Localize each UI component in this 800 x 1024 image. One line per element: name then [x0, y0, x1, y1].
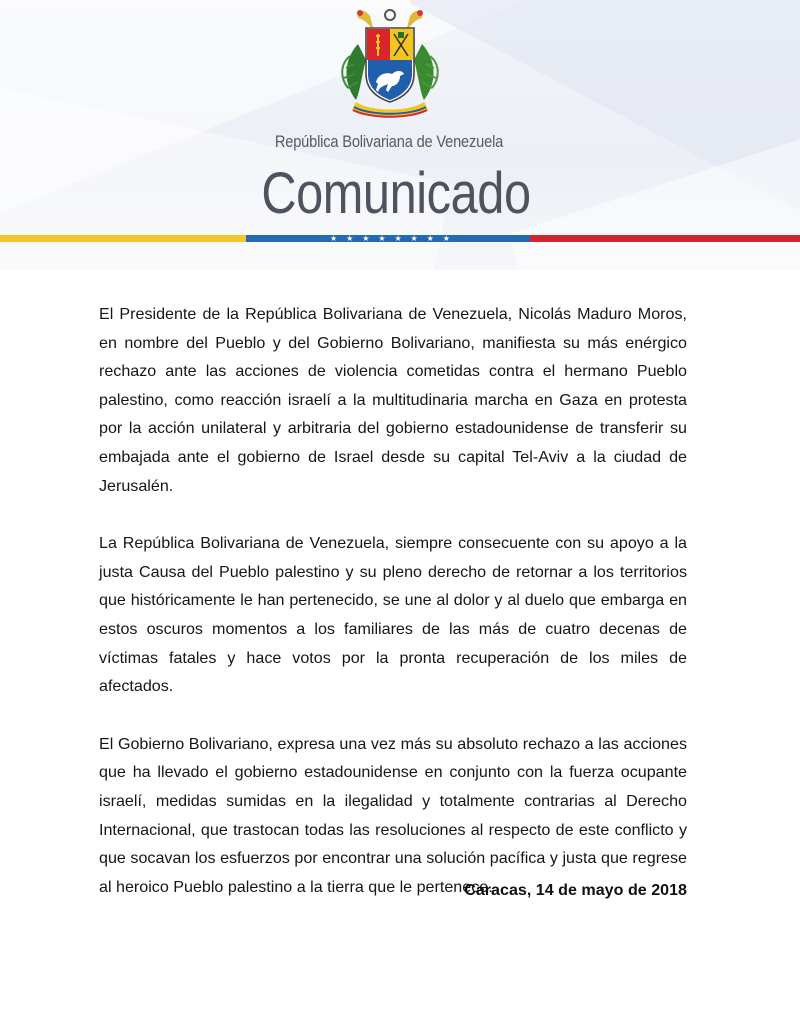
document-header — [0, 0, 800, 270]
page-title: Comunicado — [261, 161, 531, 226]
star-icon: ★ — [330, 234, 338, 243]
flag-stripe-red — [530, 235, 800, 242]
coat-of-arms-icon — [336, 4, 444, 122]
star-icon: ★ — [378, 234, 386, 243]
star-icon: ★ — [426, 234, 434, 243]
paragraph: El Presidente de la República Bolivariana de Venezuela, Nicolás Maduro Moros, en nombre del Pueblo y del Gobierno Bolivariano, manifiesta su más enérgico rechazo ante las acciones de violencia cometidas contra el hermano Pueblo palestino, como reacción israelí a la multitudinaria marcha en Gaza en protesta por la acción unilateral y arbitraria del gobierno estadounidense de transferir su embajada ante el gobierno de Israel desde su capital Tel-Aviv a la ciudad de Jerusalén. — [99, 305, 687, 495]
star-icon: ★ — [410, 234, 418, 243]
country-name: República Bolivariana de Venezuela — [274, 132, 504, 151]
paragraph: El Gobierno Bolivariano, expresa una vez más su absoluto rechazo a las acciones que ha llevado el gobierno estadounidense en conjunto con la fuerza ocupante israelí, medidas sumidas en la ilegalidad y totalmente contrarias al Derecho Internacional, que trastocan todas las resoluciones al respecto de este conflicto y que socavan los esfuerzos por encontrar una solución pacífica y justa que regrese al heroico Pueblo palestino a la tierra que le pertenece. — [99, 734, 687, 896]
signoff-date: Caracas, 14 de mayo de 2018 — [464, 881, 687, 899]
star-icon: ★ — [346, 234, 354, 243]
communique-body — [99, 300, 687, 930]
star-icon: ★ — [394, 234, 402, 243]
star-icon: ★ — [362, 234, 370, 243]
star-icon: ★ — [442, 234, 450, 243]
paragraph: La República Bolivariana de Venezuela, siempre consecuente con su apoyo a la justa Causa del Pueblo palestino y su pleno derecho de retornar a los territorios que históricamente le han pertenecido, se une al dolor y al duelo que embarga en estos oscuros momentos a los familiares de las más de cuatro decenas de víctimas fatales y hace votos por la pronta recuperación de los miles de afectados. — [99, 534, 687, 696]
flag-stars — [330, 234, 450, 244]
flag-stripe-yellow — [0, 235, 246, 242]
